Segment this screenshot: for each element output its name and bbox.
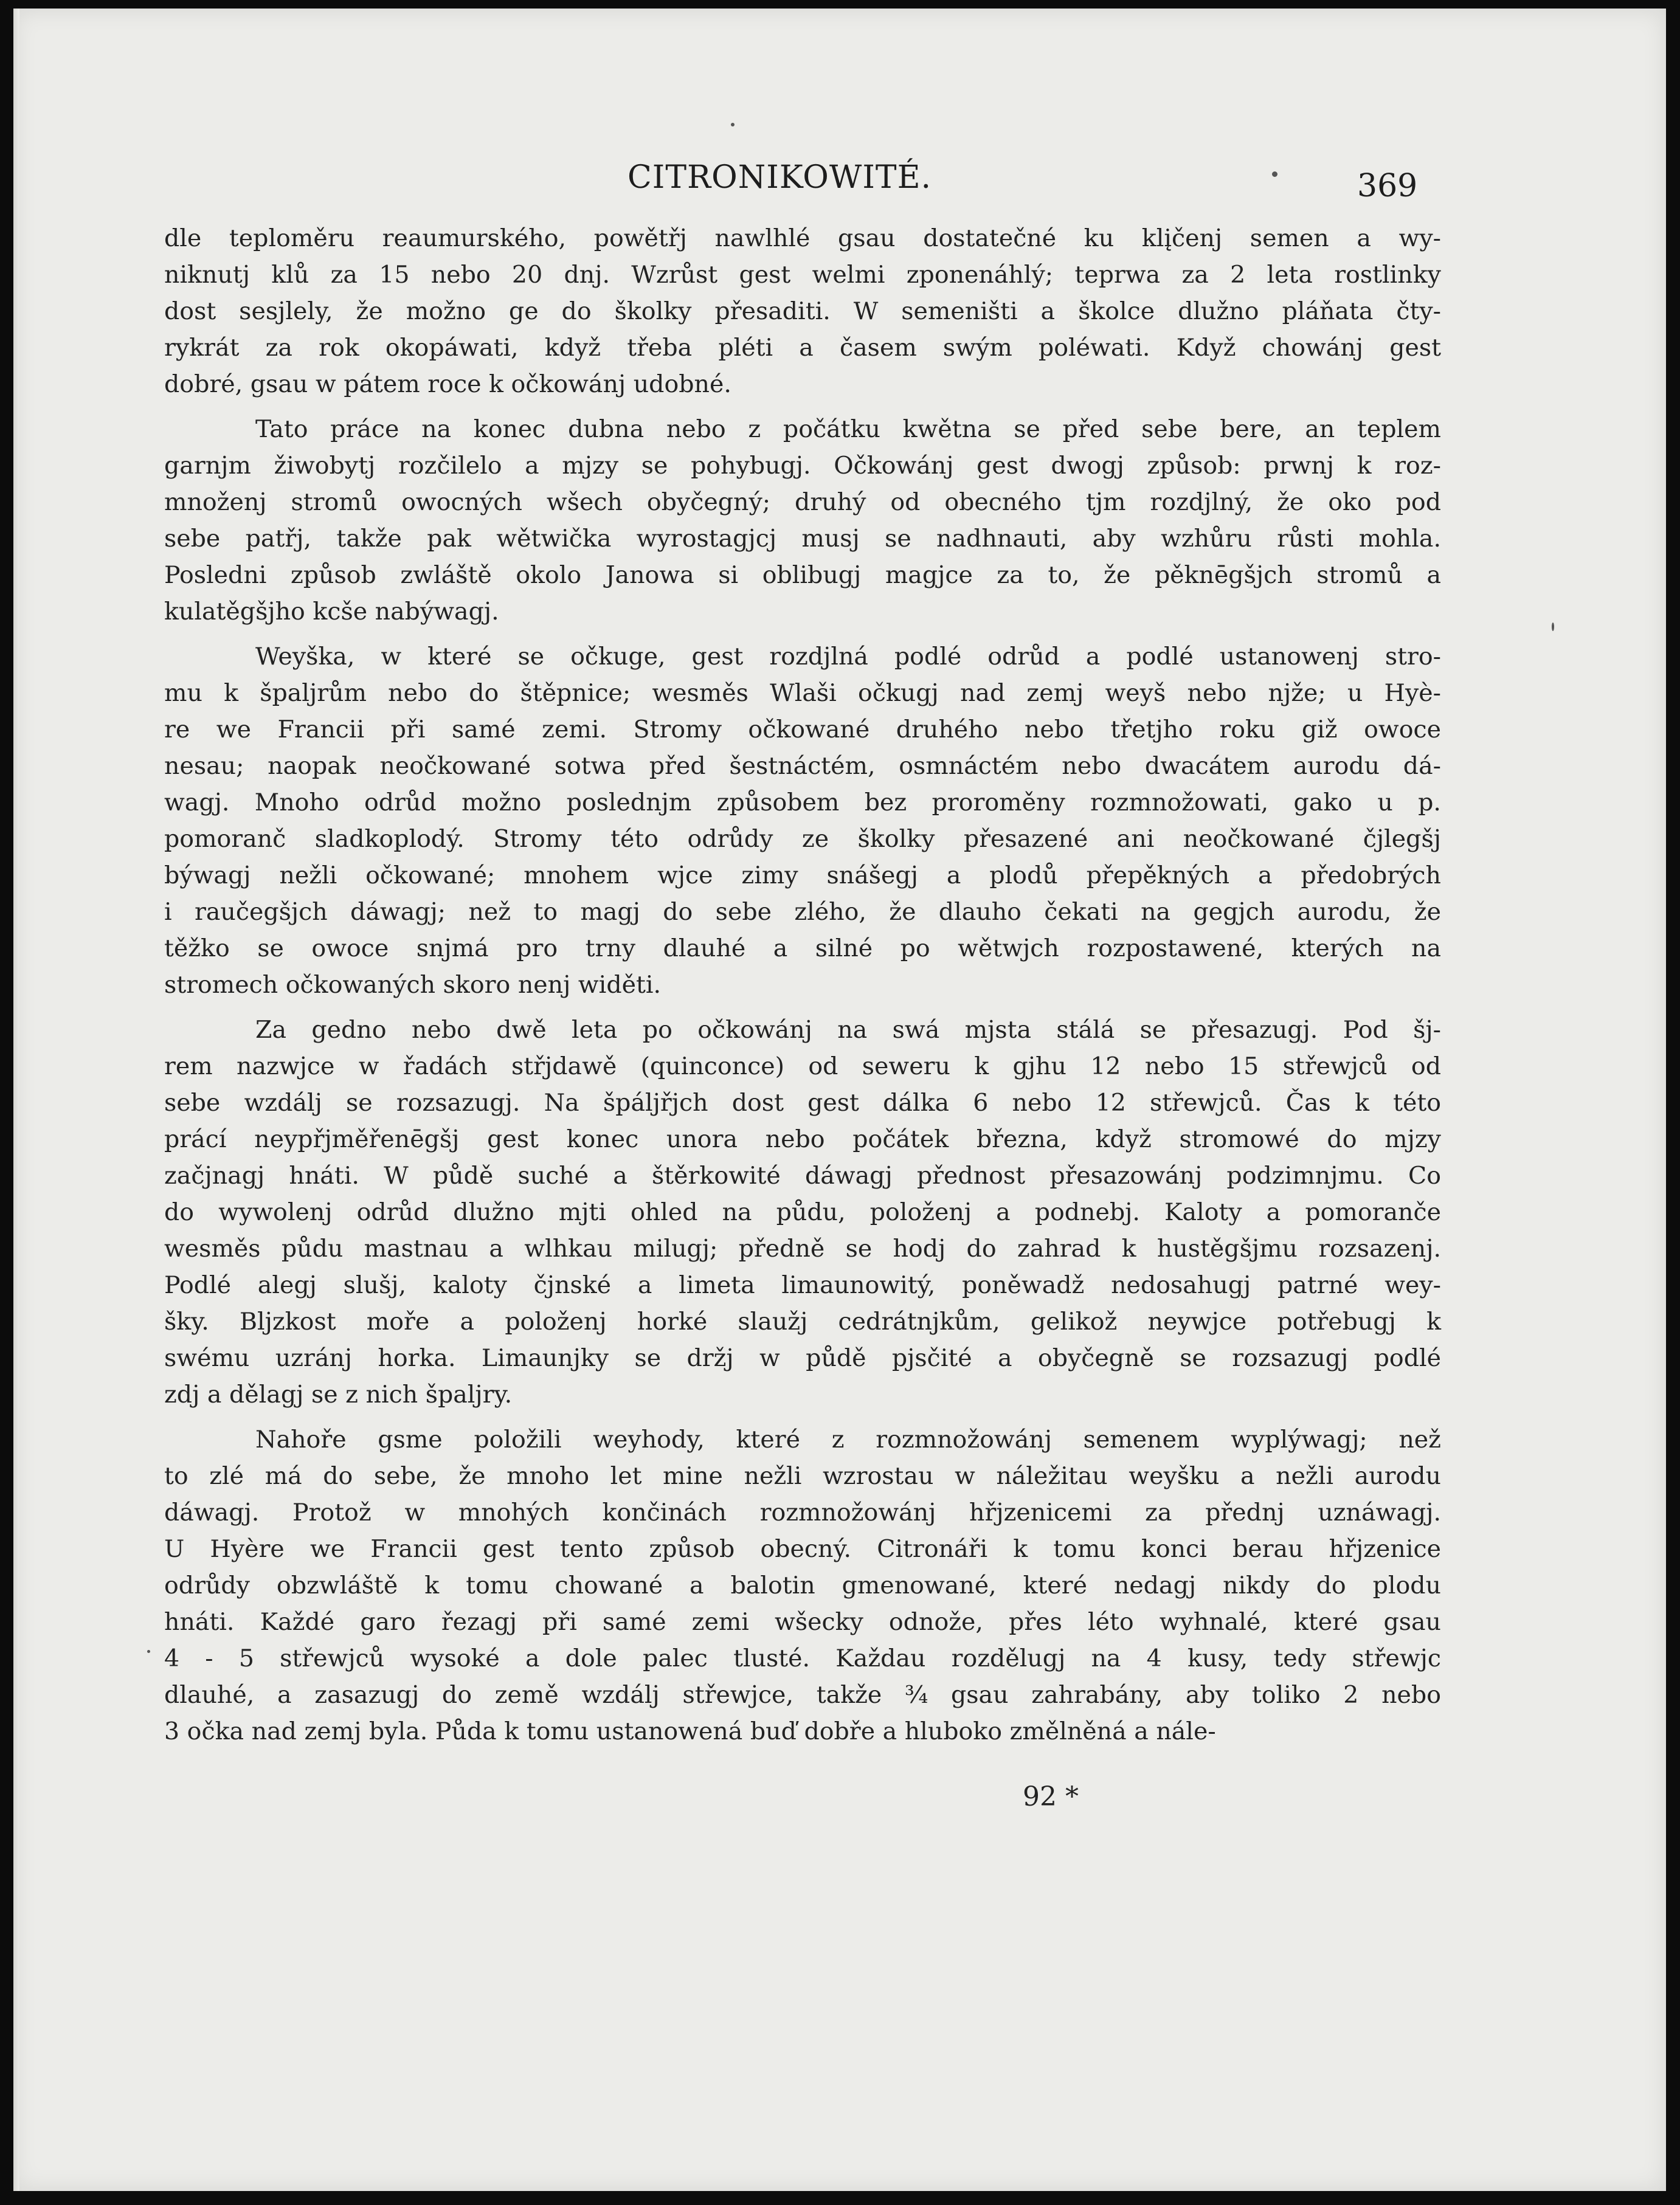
scan-speck [731, 123, 735, 126]
text-line: wagj. Mnoho odrůd možno poslednjm způsobem bez proroměny rozmnožowati, gako u p. [164, 788, 1441, 816]
text-line: to zlé má do sebe, že mnoho let mine nežli wzrostau w náležitau weyšku a nežli aurodu [164, 1462, 1441, 1490]
text-line: garnjm žiwobytj rozčilelo a mjzy se pohybugj. Očkowánj gest dwogj způsob: prwnj k roz- [164, 452, 1441, 480]
text-line: kulatěgšjho kcše nabýwagj. [164, 598, 499, 626]
text-line: těžko se owoce snjmá pro trny dlauhé a silné po wětwjch rozpostawené, kterých na [164, 934, 1441, 962]
text-line: re we Francii při samé zemi. Stromy očkowané druhého nebo třetjho roku giž owoce [164, 716, 1441, 744]
text-line: dáwagj. Protož w mnohých končinách rozmnožowánj hřjzenicemi za přednj uznáwagj. [164, 1499, 1441, 1527]
text-line: sebe wzdálj se rozsazugj. Na špáljřjch dost gest dálka 6 nebo 12 střewjců. Čas k této [164, 1089, 1441, 1117]
text-line: býwagj nežli očkowané; mnohem wjce zimy snášegj a plodů přepěkných a předobrých [164, 861, 1441, 889]
text-line: swému uzránj horka. Limaunjky se držj w půdě pjsčité a obyčegně se rozsazugj podlé [164, 1344, 1441, 1372]
book-page [13, 9, 1666, 2191]
text-line: dost sesjlely, že možno ge do školky přesaditi. W semeništi a školce dlužno pláňata čty- [164, 297, 1441, 325]
paragraph-gap [164, 1413, 1441, 1421]
text-line: i raučegšjch dáwagj; než to magj do sebe zlého, že dlauho čekati na gegjch aurodu, že [164, 898, 1441, 926]
text-line: 4 - 5 střewjců wysoké a dole palec tlusté. Každau rozdělugj na 4 kusy, tedy střewjc [164, 1644, 1441, 1672]
text-line: rem nazwjce w řadách střjdawě (quinconce) od seweru k gjhu 12 nebo 15 střewjců od [164, 1052, 1441, 1080]
text-line: stromech očkowaných skoro nenj widěti. [164, 971, 662, 999]
text-line: šky. Bljzkost moře a položenj horké slaužj cedrátnjkům, gelikož neywjce potřebugj k [164, 1308, 1441, 1336]
text-line: mu k špaljrům nebo do štěpnice; wesměs Wlaši očkugj nad zemj weyš nebo njže; u Hyè- [164, 679, 1441, 707]
body-text [164, 220, 1441, 1750]
signature-mark: 92 * [1023, 1781, 1079, 1812]
text-line: U Hyère we Francii gest tento způsob obecný. Citronáři k tomu konci berau hřjzenice [164, 1535, 1441, 1563]
text-line: rykrát za rok okopáwati, když třeba pléti a časem swým poléwati. Když chowánj gest [164, 334, 1441, 362]
paragraph-gap [164, 630, 1441, 638]
text-line: do wywolenj odrůd dlužno mjti ohled na půdu, položenj a podnebj. Kaloty a pomoranče [164, 1198, 1441, 1226]
text-line: Tato práce na konec dubna nebo z počátku kwětna se před sebe bere, an teplem [255, 415, 1441, 443]
page-edge-shadow [13, 9, 19, 2191]
paragraph-gap [164, 1003, 1441, 1012]
text-line: prácí neypřjměřenēgšj gest konec unora nebo počátek března, když stromowé do mjzy [164, 1125, 1441, 1153]
text-line: Posledni způsob zwláště okolo Janowa si oblibugj magjce za to, že pěknēgšjch stromů a [164, 561, 1441, 589]
paragraph-gap [164, 402, 1441, 411]
page-number: 369 [1357, 168, 1418, 204]
text-line: 3 očka nad zemj byla. Půda k tomu ustanowená buď dobře a hluboko změlněná a nále- [164, 1717, 1216, 1745]
running-head: CITRONIKOWITÉ. [627, 159, 932, 196]
text-line: niknutj klů za 15 nebo 20 dnj. Wzrůst gest welmi zponenáhlý; teprwa za 2 leta rostlinky [164, 261, 1441, 289]
text-line: množenj stromů owocných wšech obyčegný; druhý od obecného tjm rozdjlný, že oko pod [164, 488, 1441, 516]
text-line: nesau; naopak neočkowané sotwa před šestnáctém, osmnáctém nebo dwacátem aurodu dá- [164, 752, 1441, 780]
text-line: hnáti. Každé garo řezagj při samé zemi wšecky odnože, přes léto wyhnalé, které gsau [164, 1608, 1441, 1636]
text-line: Za gedno nebo dwě leta po očkowánj na swá mjsta stálá se přesazugj. Pod šj- [255, 1016, 1441, 1044]
text-line: sebe patřj, takže pak wětwička wyrostagjcj musj se nadhnauti, aby wzhůru růsti mohla. [164, 525, 1441, 553]
scan-speck [147, 1650, 150, 1653]
text-line: dobré, gsau w pátem roce k očkowánj udobné. [164, 370, 731, 398]
scan-speck [1552, 623, 1554, 631]
text-line: dle teploměru reaumurského, powětřj nawlhlé gsau dostatečné ku klįčenj semen a wy- [164, 224, 1441, 252]
text-line: Podlé alegj slušj, kaloty čjnské a limeta limaunowitý, poněwadž nedosahugj patrné wey- [164, 1271, 1441, 1299]
text-line: zdj a dělagj se z nich špaljry. [164, 1381, 513, 1409]
text-line: Nahoře gsme položili weyhody, které z rozmnožowánj semenem wyplýwagj; než [255, 1426, 1441, 1454]
text-line: wesměs půdu mastnau a wlhkau milugj; předně se hodj do zahrad k hustěgšjmu rozsazenj. [164, 1235, 1441, 1263]
text-line: dlauhé, a zasazugj do země wzdálj střewjce, takže ¾ gsau zahrabány, aby toliko 2 nebo [164, 1681, 1441, 1709]
scan-speck [1272, 171, 1277, 177]
text-line: pomoranč sladkoplodý. Stromy této odrůdy ze školky přesazené ani neočkowané čjlegšj [164, 825, 1441, 853]
text-line: odrůdy obzwláště k tomu chowané a balotin gmenowané, které nedagj nikdy do plodu [164, 1572, 1441, 1599]
text-line: Weyška, w které se očkuge, gest rozdjlná podlé odrůd a podlé ustanowenj stro- [255, 643, 1441, 671]
text-line: začjnagj hnáti. W půdě suché a štěrkowité dáwagj přednost přesazowánj podzimnjmu. Co [164, 1162, 1441, 1190]
